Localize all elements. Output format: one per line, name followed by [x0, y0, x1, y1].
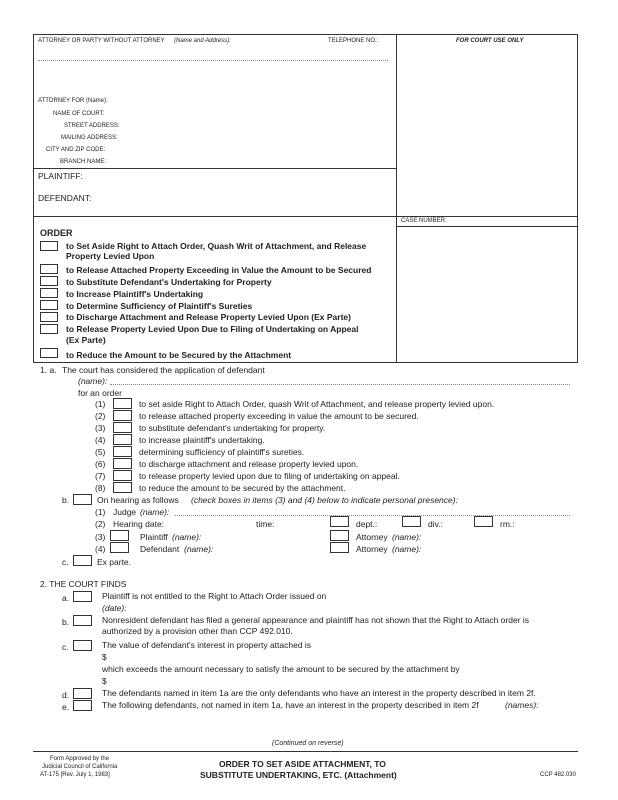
sub-1-number: (1): [95, 399, 106, 409]
item-2c-dollar-1: $: [102, 652, 107, 662]
defendant-present-hint: (name):: [184, 544, 214, 554]
sub-4-checkbox[interactable]: [113, 434, 132, 445]
branch-name-label: BRANCH NAME:: [60, 159, 107, 165]
order-option-1-checkbox[interactable]: [40, 241, 58, 251]
time-label: time:: [256, 519, 275, 529]
item-1b1-number: (1): [95, 507, 106, 517]
sub-1-text: to set aside Right to Attach Order, quash Writ of Attachment, and release property levied upon.: [139, 399, 495, 409]
sub-7-text: to release property levied upon due to filing of undertaking on appeal.: [139, 471, 400, 481]
form-title-line1: ORDER TO SET ASIDE ATTACHMENT, TO: [219, 759, 386, 769]
item-2b-line1: Nonresident defendant has filed a general appearance and plaintiff has not shown that the Right to Attach order is: [102, 615, 530, 625]
item-2b-label: b.: [62, 617, 70, 627]
plaintiff-present-label: Plaintiff: [140, 532, 168, 542]
div-checkbox[interactable]: [402, 516, 421, 527]
mailing-address-label: MAILING ADDRESS:: [61, 135, 118, 141]
item-2e-checkbox[interactable]: [73, 700, 92, 711]
rm-label: rm.:: [500, 519, 515, 529]
sub-6-number: (6): [95, 459, 106, 469]
item-2a-text: Plaintiff is not entitled to the Right to Attach Order issued on: [102, 591, 327, 601]
telephone-label: TELEPHONE NO.:: [328, 38, 379, 44]
order-option-3-label: to Substitute Defendant's Undertaking for Property: [66, 277, 272, 287]
item-2b-line2: authorized by a provision other than CCP 492.010.: [102, 626, 293, 636]
court-use-label: FOR COURT USE ONLY: [456, 38, 524, 44]
form-approved-line1: Form Approved by the: [50, 756, 110, 762]
item-1b-text: On hearing as follows: [97, 495, 179, 505]
dept-checkbox[interactable]: [330, 516, 349, 527]
item-1b4-number: (4): [95, 544, 106, 554]
defendant-attorney-checkbox[interactable]: [330, 542, 349, 553]
defendant-present-checkbox[interactable]: [110, 542, 129, 553]
form-approved-line2: Judicial Council of California: [42, 764, 118, 770]
ex-parte-label: Ex parte.: [97, 557, 132, 567]
judge-hint: (name):: [140, 507, 170, 517]
item-2e-label: e.: [62, 702, 70, 712]
court-block-rule: [33, 168, 396, 169]
sub-2-checkbox[interactable]: [113, 410, 132, 421]
sub-3-text: to substitute defendant's undertaking for property.: [139, 423, 326, 433]
plaintiff-present-hint: (name):: [172, 532, 202, 542]
item-2b-checkbox[interactable]: [73, 615, 92, 626]
order-option-7-line1: to Release Property Levied Upon Due to Filing of Undertaking on Appeal: [66, 324, 359, 334]
item-1a-name-hint: (name):: [78, 376, 108, 386]
case-number-rule: [396, 226, 578, 227]
dept-label: dept.:: [356, 519, 378, 529]
order-option-7-checkbox[interactable]: [40, 324, 58, 334]
item-2a-label: a.: [62, 593, 70, 603]
court-use-divider: [396, 34, 397, 362]
div-label: div.:: [428, 519, 443, 529]
order-option-8-label: to Reduce the Amount to be Secured by the Attachment: [66, 350, 292, 360]
item-2e-names-hint: (names):: [505, 700, 539, 710]
attorney-label: ATTORNEY OR PARTY WITHOUT ATTORNEY: [38, 38, 165, 44]
item-2c-checkbox[interactable]: [73, 640, 92, 651]
header-right-rule: [577, 34, 578, 362]
sub-3-number: (3): [95, 423, 106, 433]
item-2d-checkbox[interactable]: [73, 688, 92, 699]
case-number-label: CASE NUMBER:: [401, 218, 447, 224]
item-2d-label: d.: [62, 690, 70, 700]
item-2c-line1: The value of defendant's interest in property attached is: [102, 640, 312, 650]
defendant-name-field[interactable]: [110, 384, 570, 385]
item-2c-label: c.: [62, 642, 69, 652]
sub-1-checkbox[interactable]: [113, 398, 132, 409]
hearing-date-label: Hearing date:: [113, 519, 165, 529]
item-1b-label: b.: [62, 495, 70, 505]
continued-on-reverse: (Continued on reverse): [272, 740, 344, 747]
defendant-label: DEFENDANT:: [38, 193, 92, 203]
item-1b-checkbox[interactable]: [73, 494, 92, 505]
order-option-1-line1: to Set Aside Right to Attach Order, Quash Writ of Attachment, and Release: [66, 241, 367, 251]
sub-6-text: to discharge attachment and release property levied upon.: [139, 459, 359, 469]
plaintiff-label: PLAINTIFF:: [38, 171, 83, 181]
item-2a-date-hint: (date):: [102, 603, 127, 613]
plaintiff-attorney-checkbox[interactable]: [330, 530, 349, 541]
defendant-present-label: Defendant: [140, 544, 180, 554]
order-option-8-checkbox[interactable]: [40, 348, 58, 358]
city-zip-label: CITY AND ZIP CODE:: [46, 147, 106, 153]
defendant-attorney-label: Attorney: [356, 544, 388, 554]
form-number: AT-175 [Rev. July 1, 1983]: [40, 772, 110, 778]
item-1a-number: 1. a.: [40, 365, 57, 375]
order-option-5-label: to Determine Sufficiency of Plaintiff's Sureties: [66, 301, 253, 311]
sub-8-number: (8): [95, 483, 106, 493]
sub-5-number: (5): [95, 447, 106, 457]
court-finds-title: 2. THE COURT FINDS: [40, 579, 127, 589]
street-address-label: STREET ADDRESS:: [64, 123, 120, 129]
order-option-7-line2: (Ex Parte): [66, 335, 106, 345]
attorney-name-field[interactable]: [38, 60, 388, 61]
plaintiff-present-checkbox[interactable]: [110, 530, 129, 541]
form-title-line2: SUBSTITUTE UNDERTAKING, ETC. (Attachment): [200, 770, 397, 780]
item-2c-line2: which exceeds the amount necessary to satisfy the amount to be secured by the attachment by: [102, 664, 460, 674]
defendant-attorney-hint: (name):: [392, 544, 422, 554]
sub-2-number: (2): [95, 411, 106, 421]
header-top-rule: [33, 34, 578, 35]
header-left-rule: [33, 34, 34, 362]
for-an-order: for an order: [78, 388, 122, 398]
order-option-3-checkbox[interactable]: [40, 276, 58, 286]
item-2e-text: The following defendants, not named in item 1a, have an interest in the property described in item 2f: [102, 700, 479, 710]
item-1c-label: c.: [62, 557, 69, 567]
sub-4-number: (4): [95, 435, 106, 445]
item-2d-text: The defendants named in item 1a are the only defendants who have an interest in the property described in item 2f.: [102, 688, 536, 698]
sub-7-checkbox[interactable]: [113, 470, 132, 481]
order-block-rule: [33, 362, 578, 363]
sub-2-text: to release attached property exceeding in value the amount to be secured.: [139, 411, 419, 421]
sub-4-text: to increase plaintiff's undertaking.: [139, 435, 265, 445]
sub-8-text: to reduce the amount to be secured by the attachment.: [139, 483, 346, 493]
judge-label: Judge: [113, 507, 137, 517]
order-option-2-checkbox[interactable]: [40, 264, 58, 274]
order-option-4-checkbox[interactable]: [40, 288, 58, 298]
sub-8-checkbox[interactable]: [113, 482, 132, 493]
item-1b2-number: (2): [95, 519, 106, 529]
order-option-5-checkbox[interactable]: [40, 300, 58, 310]
order-option-6-label: to Discharge Attachment and Release Property Levied Upon (Ex Parte): [66, 312, 351, 322]
item-1b3-number: (3): [95, 532, 106, 542]
sub-6-checkbox[interactable]: [113, 458, 132, 469]
plaintiff-attorney-label: Attorney: [356, 532, 388, 542]
item-2a-checkbox[interactable]: [73, 591, 92, 602]
order-option-2-label: to Release Attached Property Exceeding in Value the Amount to be Secured: [66, 265, 372, 275]
sub-7-number: (7): [95, 471, 106, 481]
rm-checkbox[interactable]: [474, 516, 493, 527]
judge-name-field[interactable]: [175, 515, 570, 516]
parties-block-rule: [33, 216, 578, 217]
attorney-for-label: ATTORNEY FOR (Name):: [38, 98, 108, 104]
name-of-court-label: NAME OF COURT:: [53, 111, 105, 117]
footer-rule: [33, 751, 578, 752]
item-2c-dollar-2: $: [102, 676, 107, 686]
code-reference: CCP 482.030: [540, 772, 576, 778]
sub-5-checkbox[interactable]: [113, 446, 132, 457]
item-1b-hint: (check boxes in items (3) and (4) below to indicate personal presence):: [191, 495, 458, 505]
attorney-hint: (Name and Address):: [174, 38, 231, 44]
order-title: ORDER: [40, 228, 73, 238]
sub-3-checkbox[interactable]: [113, 422, 132, 433]
order-option-1-line2: Property Levied Upon: [66, 251, 155, 261]
ex-parte-checkbox[interactable]: [73, 555, 92, 566]
plaintiff-attorney-hint: (name):: [392, 532, 422, 542]
item-1a-text: The court has considered the application of defendant: [62, 365, 265, 375]
order-option-6-checkbox[interactable]: [40, 312, 58, 322]
sub-5-text: determining sufficiency of plaintiff's sureties.: [139, 447, 305, 457]
order-option-4-label: to Increase Plaintiff's Undertaking: [66, 289, 204, 299]
